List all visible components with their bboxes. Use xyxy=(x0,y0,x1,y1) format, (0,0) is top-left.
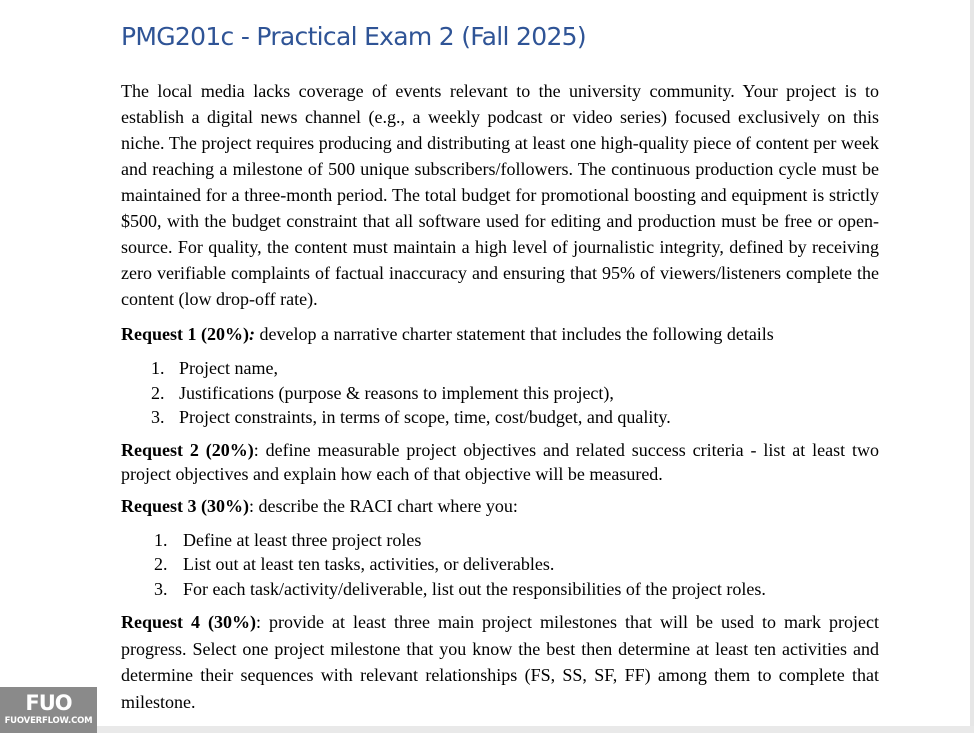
document-title: PMG201c - Practical Exam 2 (Fall 2025) xyxy=(121,22,586,51)
fuoverflow-watermark xyxy=(0,687,97,733)
request-1-label-colon: : xyxy=(249,324,255,344)
request-3 xyxy=(121,494,879,518)
request-3-item-1-text: Define at least three project roles xyxy=(183,529,422,550)
request-3-item-3-number: 3. xyxy=(154,578,168,599)
request-3-label: Request 3 (30%) xyxy=(121,495,249,516)
request-1-list xyxy=(121,356,879,430)
request-2-label: Request 2 (20%) xyxy=(121,439,254,460)
request-1-item-1 xyxy=(121,356,879,381)
intro-paragraph: The local media lacks coverage of events relevant to the university community. Your project is to establish a digital news channel (e.g., a weekly podcast or video series) focused exclusively on this niche. The project requires producing and distributing at least one high-quality piece of content per week and reaching a milestone of 500 unique subscribers/followers. The continuous production cycle must be maintained for a three-month period. The total budget for promotional boosting and equipment is strictly $500, with the budget constraint that all software used for editing and production must be free or open-source. For quality, the content must maintain a high level of journalistic integrity, defined by receiving zero verifiable complaints of factual inaccuracy and ensuring that 95% of viewers/listeners complete the content (low drop-off rate). xyxy=(121,81,879,309)
request-1-label: Request 1 (20%) xyxy=(121,324,249,344)
request-1-item-1-text: Project name, xyxy=(179,358,278,378)
request-1-item-3 xyxy=(121,405,879,430)
watermark-logo: FUO xyxy=(25,691,72,715)
page-edge-right xyxy=(970,0,974,733)
request-4-label: Request 4 (30%) xyxy=(121,612,257,632)
request-1-item-2-text: Justifications (purpose & reasons to implement this project), xyxy=(179,382,614,403)
request-3-item-1-number: 1. xyxy=(154,529,168,550)
page-edge-bottom xyxy=(0,726,974,733)
document-body xyxy=(121,78,879,715)
request-3-item-2-number: 2. xyxy=(154,554,168,574)
request-4 xyxy=(121,609,879,715)
request-1-item-3-text: Project constraints, in terms of scope, time, cost/budget, and quality. xyxy=(179,407,671,427)
request-3-item-2-text: List out at least ten tasks, activities, or deliverables. xyxy=(183,554,555,574)
request-1-text: develop a narrative charter statement that includes the following details xyxy=(255,324,774,344)
request-1-item-2-number: 2. xyxy=(151,382,165,403)
request-1-item-2 xyxy=(121,381,879,406)
request-1 xyxy=(121,322,879,346)
request-3-item-3 xyxy=(121,577,879,602)
request-4-text: : provide at least three main project milestones that will be used to mark project progress. Select one project milestone that you know the best then determine at least ten activities and determine their sequences with relevant relationships (FS, SS, SF, FF) among them to complete that milestone. xyxy=(121,612,879,712)
request-2 xyxy=(121,438,879,486)
request-3-item-3-text: For each task/activity/deliverable, list out the responsibilities of the project roles. xyxy=(183,578,766,599)
request-3-text: : describe the RACI chart where you: xyxy=(249,495,518,516)
request-1-item-1-number: 1. xyxy=(151,358,165,378)
request-3-item-2 xyxy=(121,552,879,577)
request-1-item-3-number: 3. xyxy=(151,407,165,427)
request-3-item-1 xyxy=(121,528,879,553)
watermark-site: FUOVERFLOW.COM xyxy=(4,716,93,726)
request-2-text: : define measurable project objectives and related success criteria - list at least two project objectives and explain how each of that objective will be measured. xyxy=(121,439,879,484)
request-3-list xyxy=(121,528,879,602)
